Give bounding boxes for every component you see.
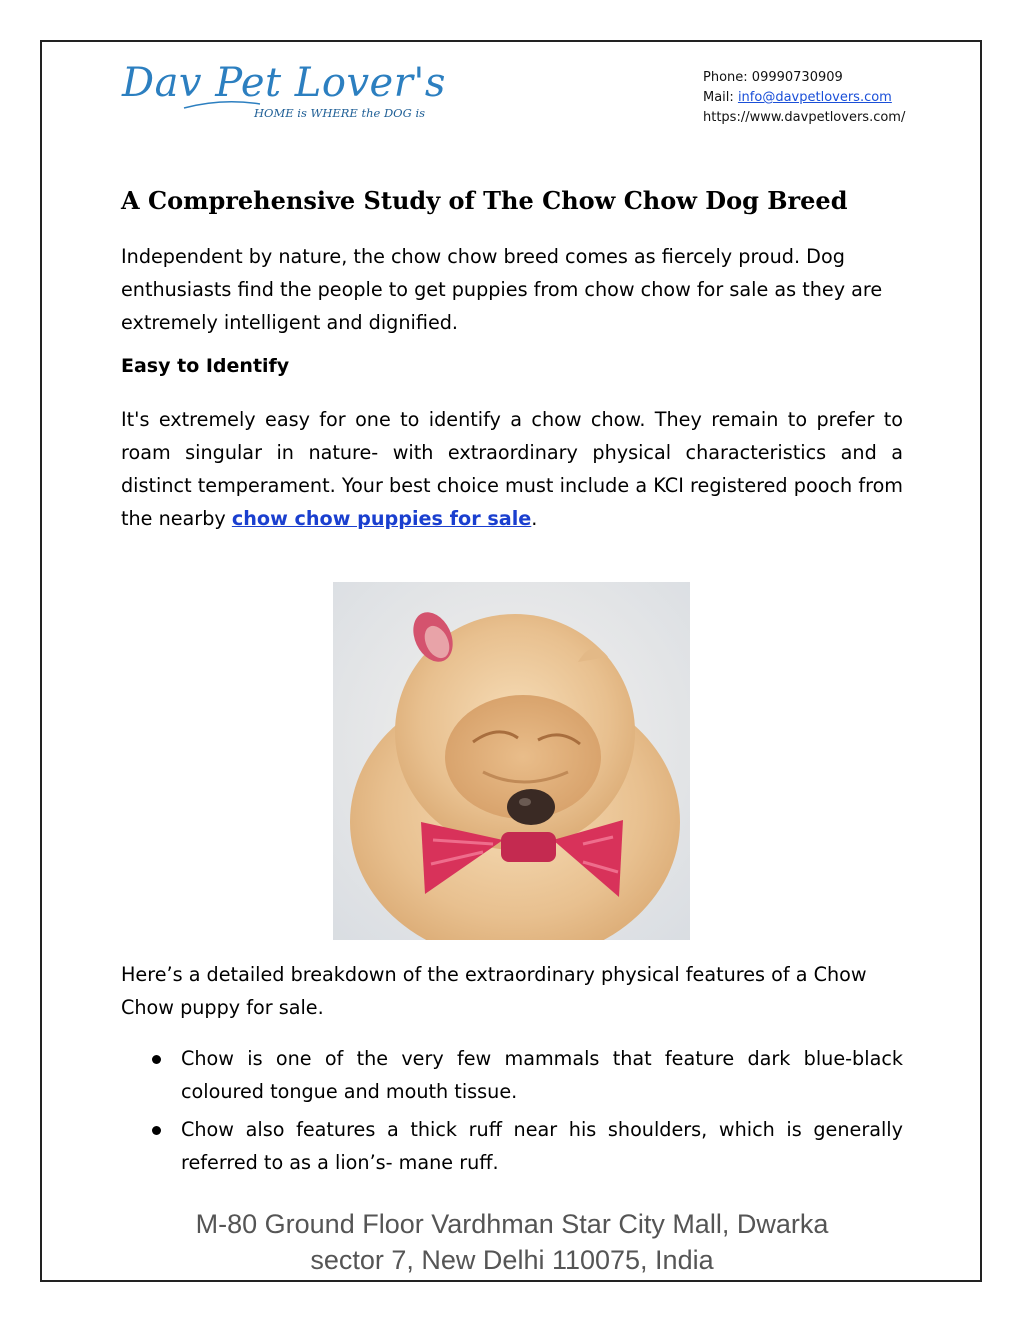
bullet-icon	[152, 1055, 161, 1064]
bullet-text: Chow is one of the very few mammals that feature dark blue-black coloured tongue and mouth tissue.	[181, 1047, 903, 1103]
logo-tagline: HOME is WHERE the DOG is	[254, 106, 426, 120]
list-item	[150, 1113, 903, 1179]
section-heading-identify: Easy to Identify	[121, 355, 290, 377]
phone-line	[703, 68, 905, 88]
chow-puppy-photo	[333, 582, 690, 940]
website-url: https://www.davpetlovers.com/	[703, 110, 906, 125]
address-line-2: sector 7, New Delhi 110075, India	[310, 1245, 714, 1275]
link-suffix: .	[531, 507, 538, 530]
bullet-text: Chow also features a thick ruff near his shoulders, which is generally referred to as a lion’s- mane ruff.	[181, 1118, 903, 1174]
contact-info	[703, 68, 905, 128]
bullet-icon	[152, 1126, 161, 1135]
email-link[interactable]: info@davpetlovers.com	[737, 90, 892, 105]
address-line-1: M-80 Ground Floor Vardhman Star City Mall, Dwarka	[195, 1209, 829, 1239]
mail-line	[703, 88, 905, 108]
phone-label: Phone:	[703, 70, 748, 85]
list-item	[150, 1042, 903, 1108]
breakdown-paragraph: Here’s a detailed breakdown of the extraordinary physical features of a Chow Chow puppy for sale.	[121, 963, 867, 1019]
identify-paragraph	[121, 403, 903, 535]
company-logo[interactable]	[122, 60, 446, 130]
features-list	[150, 1042, 903, 1184]
chow-puppies-link[interactable]: chow chow puppies for sale	[231, 507, 532, 530]
footer-address	[121, 1206, 903, 1278]
identify-text: It's extremely easy for one to identify a chow chow. They remain to prefer to roam singular in nature- with extraordinary physical characteristics and a distinct temperament. Your best choice must include a KCI registered pooch from the nearby	[121, 408, 903, 530]
intro-paragraph: Independent by nature, the chow chow breed comes as fiercely proud. Dog enthusiasts find the people to get puppies from chow chow for sale as they are extremely intelligent and dignified.	[121, 245, 883, 334]
logo-text: Dav Pet Lover's	[122, 60, 446, 106]
mail-label: Mail:	[703, 90, 734, 105]
article-title: A Comprehensive Study of The Chow Chow Dog Breed	[121, 186, 848, 215]
phone-number: 09990730909	[751, 70, 843, 85]
logo-swoosh-icon	[182, 98, 262, 112]
